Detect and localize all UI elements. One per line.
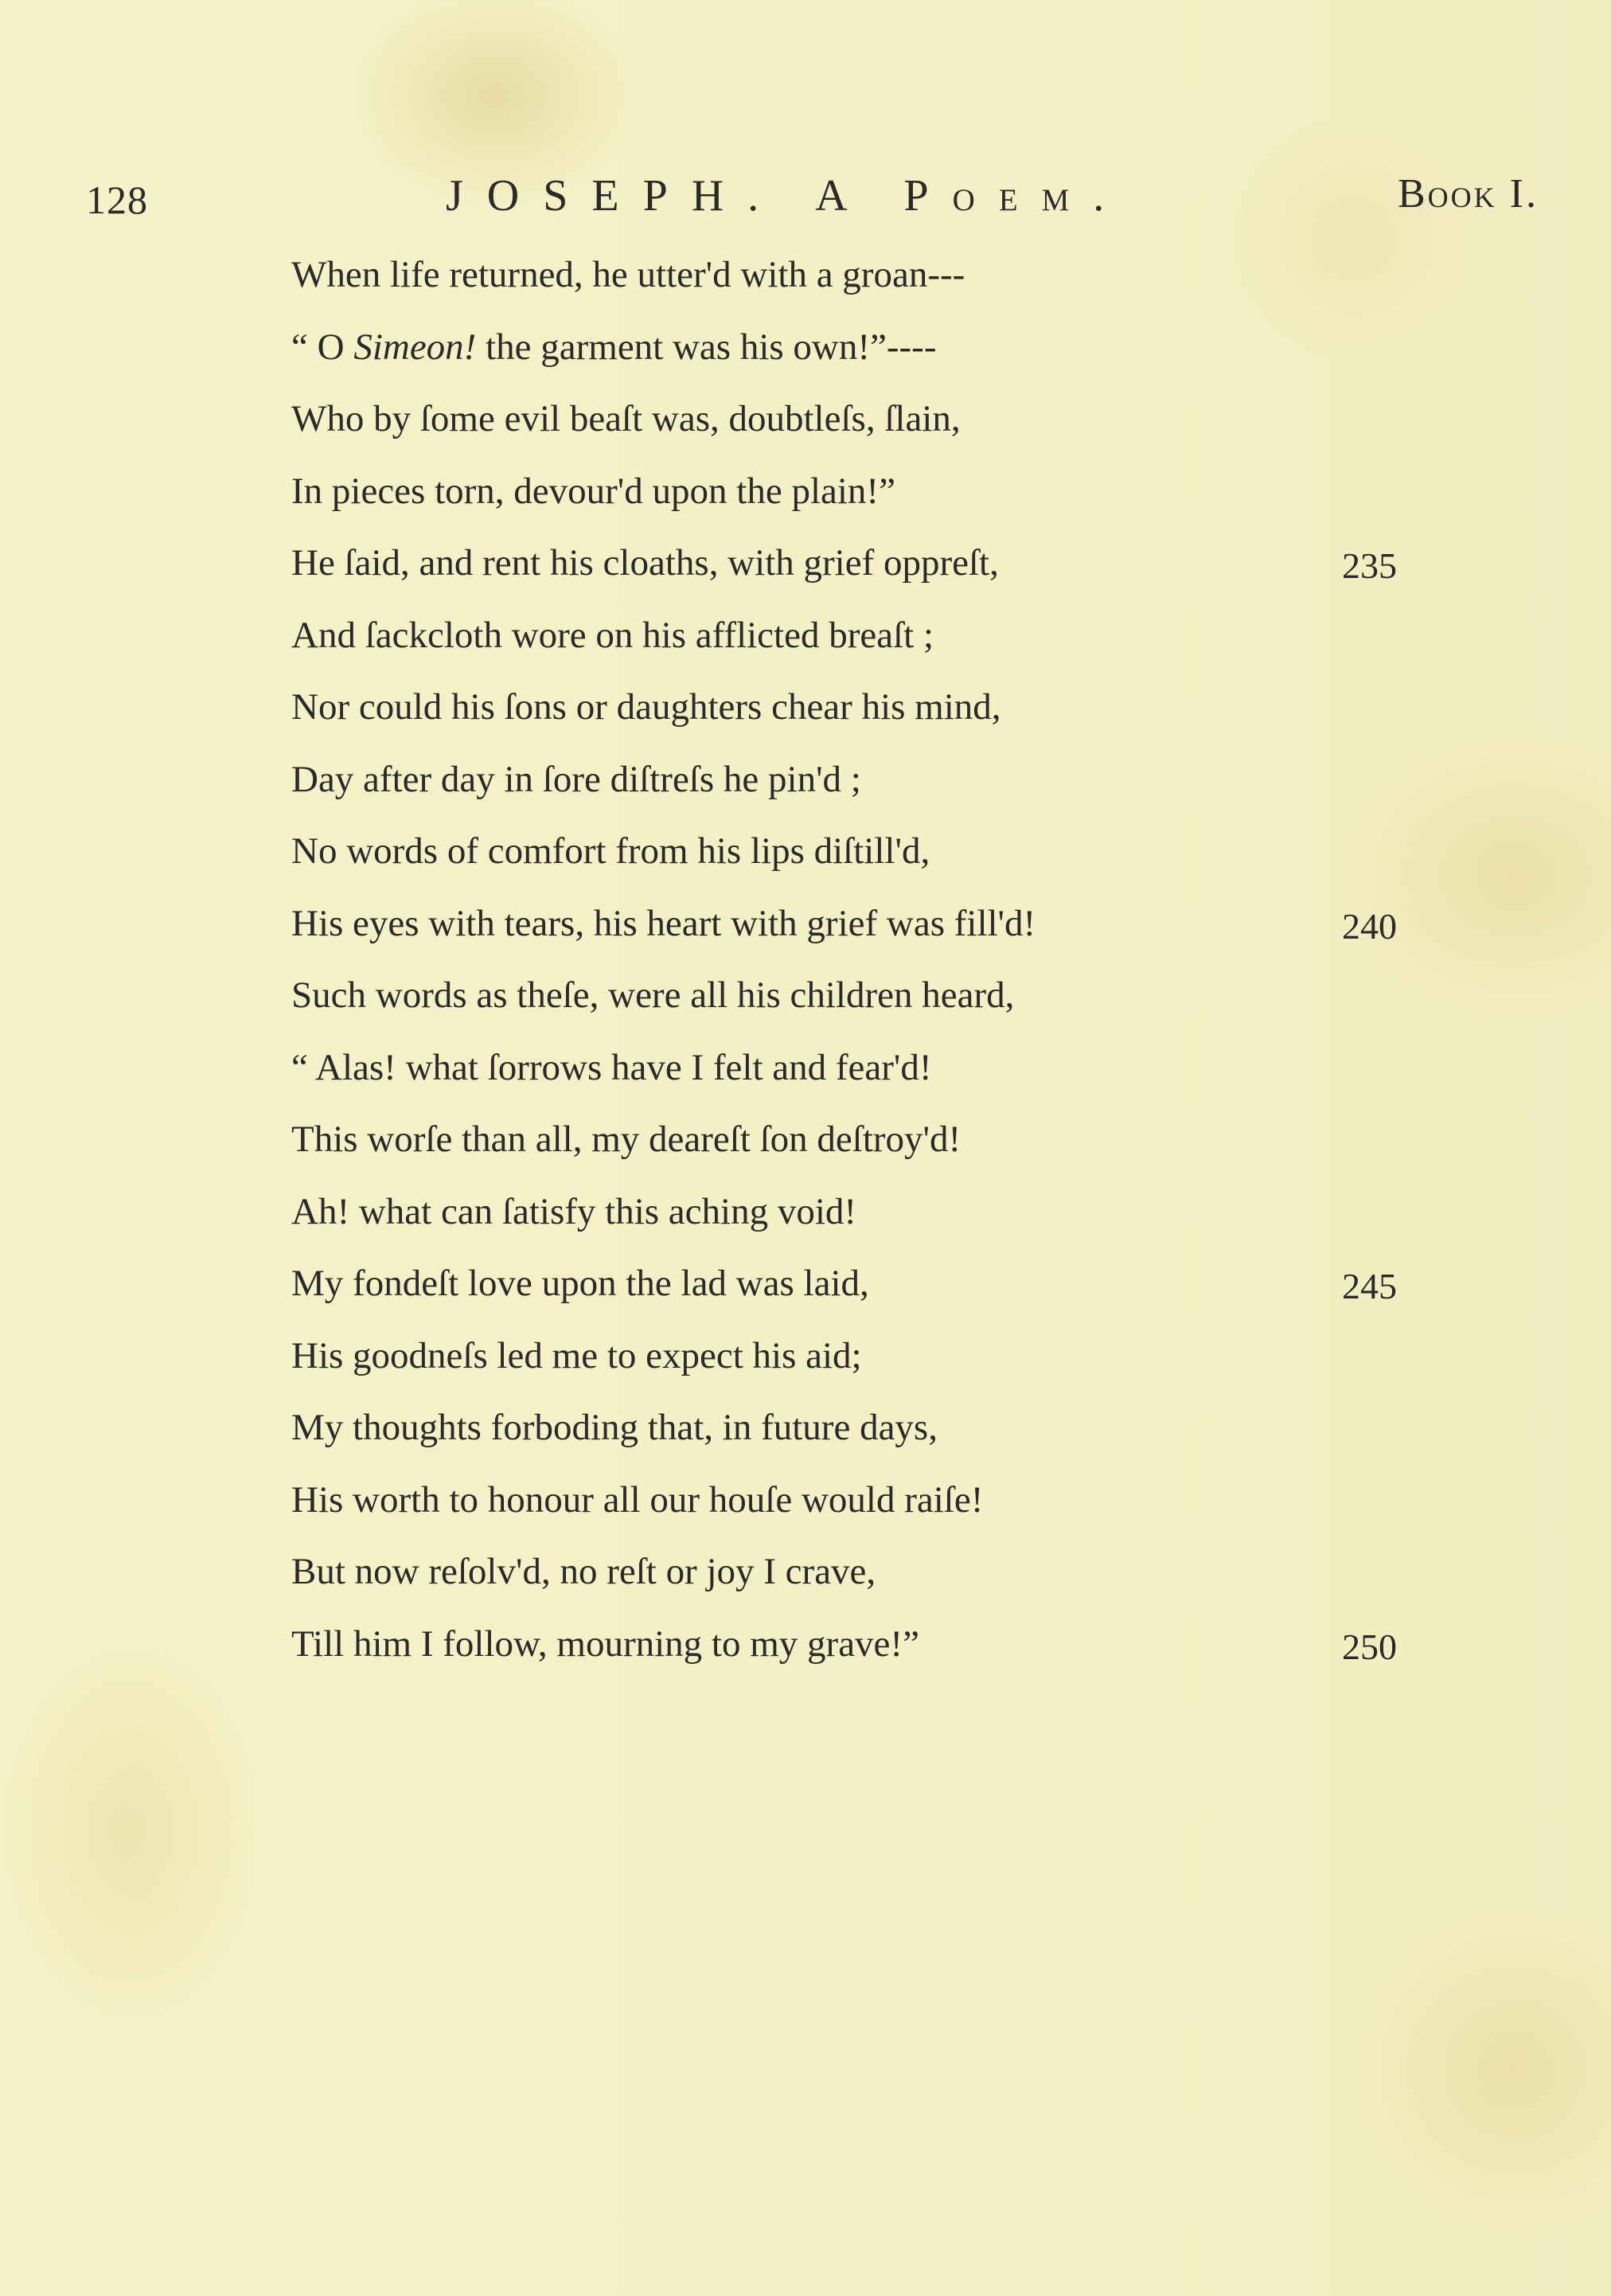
poem-line-text: Ah! what can ſatisfy this aching void! — [291, 1190, 857, 1232]
poem-line-text: He ſaid, and rent his cloaths, with grief oppreſt, — [291, 542, 999, 584]
poem-line-text: But now reſolv'd, no reſt or joy I crave, — [291, 1551, 876, 1592]
poem-line-text: Till him I follow, mourning to my grave!” — [291, 1622, 919, 1665]
poem-line-text-suffix: the garment was his own!”---- — [476, 326, 937, 368]
poem-line — [291, 1176, 1533, 1248]
running-title: JOSEPH. A Poem. — [446, 171, 1129, 221]
poem-body — [291, 239, 1533, 1680]
poem-line-text: Day after day in ſore diſtreſs he pin'd ; — [291, 758, 861, 800]
poem-line-text: His worth to honour all our houſe would raiſe! — [291, 1478, 984, 1521]
poem-line-text: My thoughts forboding that, in future days, — [291, 1407, 938, 1448]
line-number: 235 — [1342, 545, 1397, 586]
poem-line — [291, 455, 1533, 528]
poem-line-text: His eyes with tears, his heart with grief was fill'd! — [291, 902, 1036, 944]
poem-line — [291, 239, 1533, 311]
poem-line-text: No words of comfort from his lips diſtill'd, — [291, 830, 930, 872]
poem-line-text: This worſe than all, my deareſt ſon deſtroy'd! — [291, 1119, 962, 1160]
poem-line — [291, 671, 1533, 744]
poem-line-text-italic: Simeon! — [353, 326, 477, 368]
poem-line — [291, 383, 1533, 455]
poem-line — [291, 1103, 1533, 1176]
book-label: Book I. — [1398, 171, 1539, 217]
poem-line-text — [291, 311, 937, 384]
poem-line-text: And ſackcloth wore on his afflicted breaſt ; — [291, 614, 934, 656]
poem-line-text: When life returned, he utter'd with a groan--- — [291, 254, 965, 295]
poem-line-text: “ Alas! what ſorrows have I felt and fear'd! — [291, 1046, 932, 1088]
poem-line-text: Such words as theſe, were all his children heard, — [291, 974, 1015, 1016]
poem-line-text-prefix: “ O — [291, 326, 354, 368]
poem-line — [291, 1536, 1533, 1608]
line-number: 240 — [1342, 905, 1397, 947]
poem-line — [291, 1608, 1533, 1681]
poem-line-text: Nor could his ſons or daughters chear his mind, — [291, 686, 1001, 728]
poem-line — [291, 815, 1533, 888]
line-number: 250 — [1342, 1626, 1397, 1667]
poem-line-text: In pieces torn, devour'd upon the plain!” — [291, 470, 895, 512]
poem-line-text: Who by ſome evil beaſt was, doubtleſs, ſlain, — [291, 398, 961, 439]
running-header — [0, 0, 1611, 255]
poem-line — [291, 1248, 1533, 1320]
poem-line — [291, 1032, 1533, 1104]
poem-line — [291, 744, 1533, 816]
poem-line — [291, 959, 1533, 1032]
page-number: 128 — [86, 178, 148, 222]
line-number: 245 — [1342, 1266, 1397, 1306]
poem-line — [291, 1320, 1533, 1392]
poem-line — [291, 1464, 1533, 1537]
poem-line — [291, 311, 1533, 384]
poem-line-text: My fondeſt love upon the lad was laid, — [291, 1263, 869, 1304]
poem-line — [291, 1392, 1533, 1464]
poem-line — [291, 527, 1533, 599]
poem-line — [291, 888, 1533, 960]
poem-line — [291, 599, 1533, 672]
poem-line-text: His goodneſs led me to expect his aid; — [291, 1334, 862, 1376]
